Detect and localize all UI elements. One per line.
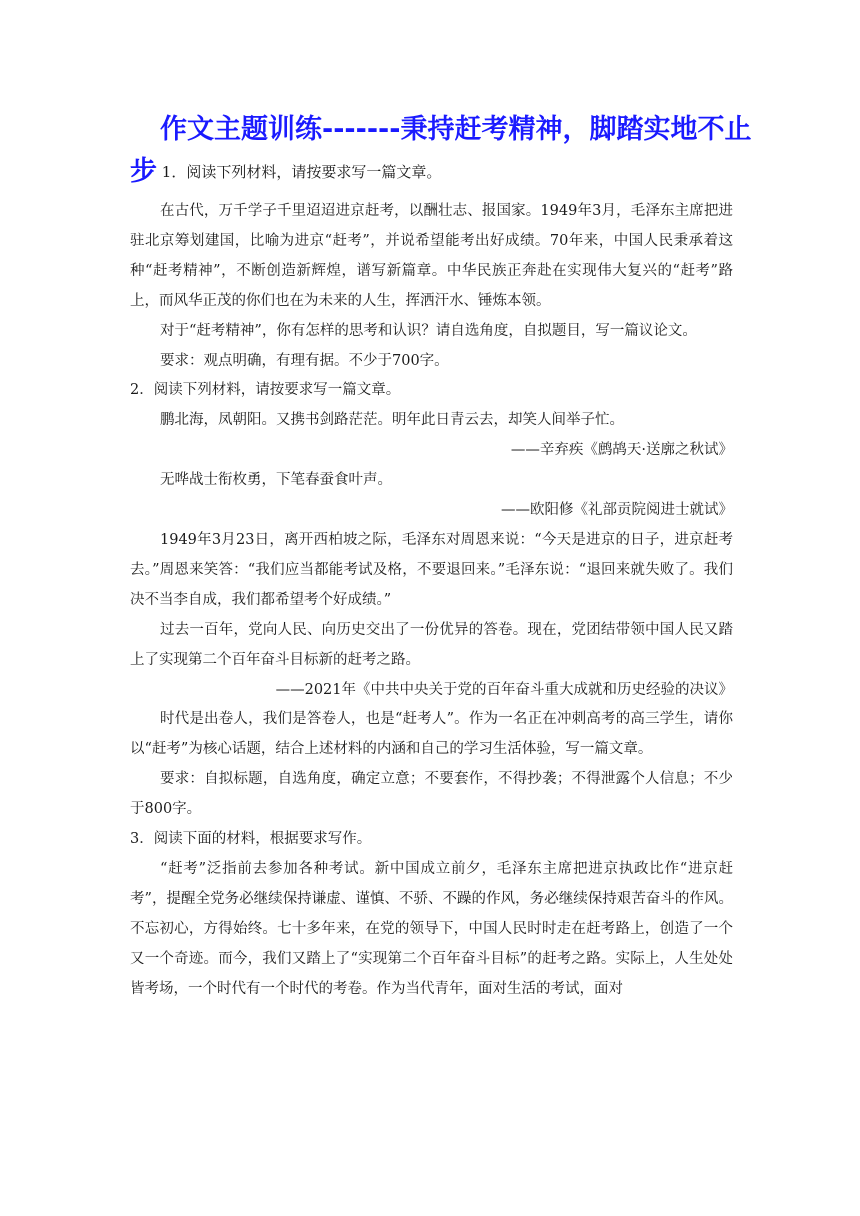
q2-requirements: 要求：自拟标题，自选角度，确定立意；不要套作，不得抄袭；不得泄露个人信息；不少于800字。 — [130, 771, 733, 818]
document-title: 作文主题训练-------秉持赶考精神，脚踏实地不止 — [160, 114, 752, 145]
q2-poem-1: 鹏北海，凤朝阳。又携书剑路茫茫。明年此日青云去，却笑人间举子忙。 — [160, 412, 624, 429]
q2-source-2: ——欧阳修《礼部贡院阅进士就试》 — [501, 502, 733, 519]
document-title-tail: 步 — [130, 156, 157, 187]
question-2-heading: 2．阅读下列材料，请按要求写一篇文章。 — [130, 382, 401, 399]
title-continuation — [130, 152, 441, 192]
q2-material-paragraph-1: 1949年3月23日，离开西柏坡之际，毛泽东对周恩来说：“今天是进京的日子，进京赶考去。”周恩来笑答：“我们应当都能考试及格，不要退回来。”毛泽东说：“退回来就失败了。我们决不当李自成，我们都希望考个好成绩。” — [130, 531, 733, 608]
q2-source-3: ——2021年《中共中央关于党的百年奋斗重大成就和历史经验的决议》 — [275, 681, 733, 698]
q2-material-paragraph-2: 过去一百年，党向人民、向历史交出了一份优异的答卷。现在，党团结带领中国人民又踏上了实现第二个百年奋斗目标新的赶考之路。 — [130, 621, 733, 668]
document-body — [130, 197, 733, 1004]
question-3-heading: 3．阅读下面的材料，根据要求写作。 — [130, 831, 372, 848]
q2-source-1: ——辛弃疾《鹧鸪天·送廓之秋试》 — [510, 442, 733, 459]
question-1-heading: 1．阅读下列材料，请按要求写一篇文章。 — [161, 163, 442, 181]
q1-prompt: 对于“赶考精神”，你有怎样的思考和认识？请自选角度，自拟题目，写一篇议论文。 — [160, 322, 697, 339]
q2-poem-2: 无哗战士衔枚勇，下笔春蚕食叶声。 — [160, 472, 392, 489]
q1-requirements: 要求：观点明确，有理有据。不少于700字。 — [160, 352, 449, 369]
q1-material-paragraph: 在古代，万千学子千里迢迢进京赶考，以酬壮志、报国家。1949年3月，毛泽东主席把进驻北京筹划建国，比喻为进京“赶考”，并说希望能考出好成绩。70年来，中国人民秉承着这种“赶考精神”，不断创造新辉煌，谱写新篇章。中华民族正奔赴在实现伟大复兴的“赶考”路上，而风华正茂的你们也在为未来的人生，挥洒汗水、锤炼本领。 — [130, 203, 733, 309]
q3-material-paragraph: “赶考”泛指前去参加各种考试。新中国成立前夕，毛泽东主席把进京执政比作“进京赶考”，提醒全党务必继续保持谦虚、谨慎、不骄、不躁的作风，务必继续保持艰苦奋斗的作风。不忘初心，方得始终。七十多年来，在党的领导下，中国人民时时走在赶考路上，创造了一个又一个奇迹。而今，我们又踏上了“实现第二个百年奋斗目标”的赶考之路。实际上，人生处处皆考场，一个时代有一个时代的考卷。作为当代青年，面对生活的考试，面对 — [130, 860, 733, 997]
q2-prompt: 时代是出卷人，我们是答卷人，也是“赶考人”。作为一名正在冲刺高考的高三学生，请你以“赶考”为核心话题，结合上述材料的内涵和自己的学习生活体验，写一篇文章。 — [130, 711, 733, 758]
